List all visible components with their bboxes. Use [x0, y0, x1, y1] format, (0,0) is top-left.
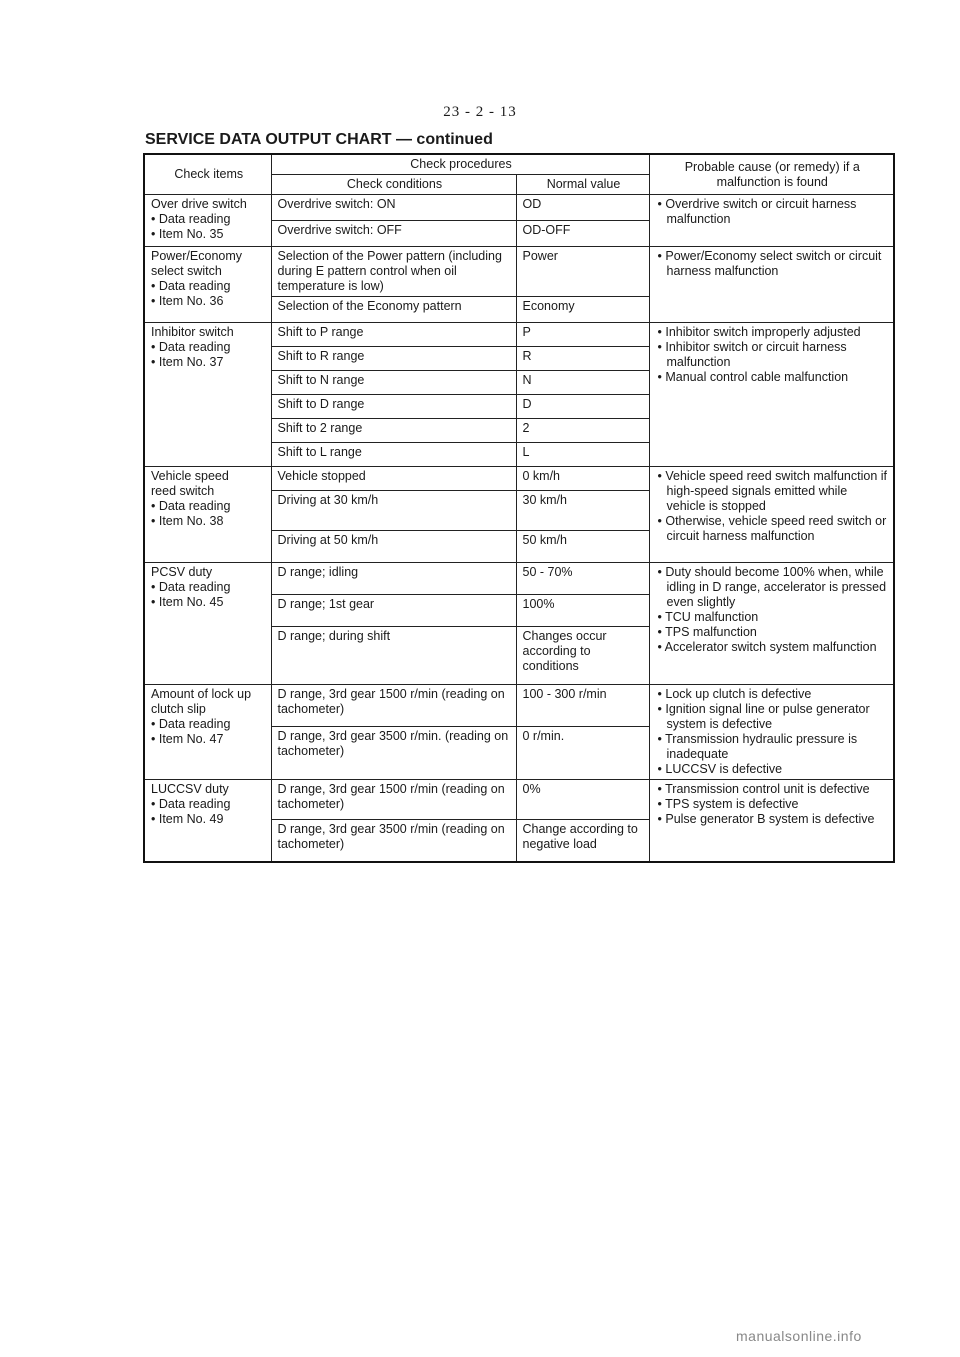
- check-item-line: • Data reading: [151, 797, 231, 811]
- normal-value-cell: 0 r/min.: [516, 727, 649, 780]
- check-condition-cell: Overdrive switch: OFF: [271, 221, 516, 247]
- check-condition-cell: Shift to 2 range: [271, 419, 516, 443]
- probable-cause-cell: [649, 195, 894, 247]
- normal-value-cell: 0%: [516, 780, 649, 820]
- table-row: [144, 563, 894, 595]
- probable-cause-item: • LUCCSV is defective: [657, 762, 783, 776]
- probable-cause-item: • Ignition signal line or pulse generator system is defective: [657, 702, 870, 731]
- header-check-procedures: Check procedures: [271, 154, 649, 175]
- check-condition-cell: Selection of the Economy pattern: [271, 297, 516, 323]
- probable-cause-cell: [649, 323, 894, 467]
- check-item-line: • Data reading: [151, 580, 231, 594]
- check-item-line: • Item No. 35: [151, 227, 224, 241]
- normal-value-cell: R: [516, 347, 649, 371]
- check-item-line: • Data reading: [151, 499, 231, 513]
- check-item-cell: [144, 247, 271, 323]
- probable-cause-item: • TPS system is defective: [657, 797, 799, 811]
- normal-value-cell: Change according to negative load: [516, 820, 649, 862]
- check-item-line: • Data reading: [151, 279, 231, 293]
- check-item-line: • Data reading: [151, 340, 231, 354]
- normal-value-cell: P: [516, 323, 649, 347]
- probable-cause-item: • Vehicle speed reed switch malfunction if high-speed signals emitted while vehicle is stopped: [657, 469, 888, 513]
- check-item-line: LUCCSV duty: [151, 782, 229, 796]
- normal-value-cell: L: [516, 443, 649, 467]
- check-item-line: Vehicle speed: [151, 469, 229, 483]
- probable-cause-item: • Transmission hydraulic pressure is inadequate: [657, 732, 858, 761]
- normal-value-cell: OD-OFF: [516, 221, 649, 247]
- table-body: [144, 195, 894, 862]
- check-item-line: • Item No. 45: [151, 595, 224, 609]
- check-condition-cell: D range; 1st gear: [271, 595, 516, 627]
- normal-value-cell: 50 - 70%: [516, 563, 649, 595]
- normal-value-cell: 100%: [516, 595, 649, 627]
- check-item-line: • Data reading: [151, 717, 231, 731]
- page-number: 23 - 2 - 13: [443, 104, 517, 120]
- check-item-line: • Data reading: [151, 212, 231, 226]
- probable-cause-cell: [649, 685, 894, 780]
- table-row: [144, 247, 894, 297]
- check-condition-cell: Shift to N range: [271, 371, 516, 395]
- normal-value-cell: 50 km/h: [516, 531, 649, 563]
- check-item-line: • Item No. 37: [151, 355, 224, 369]
- probable-cause-item: • Inhibitor switch improperly adjusted: [657, 325, 861, 339]
- probable-cause-item: • Power/Economy select switch or circuit harness malfunction: [657, 249, 882, 278]
- check-condition-cell: D range; idling: [271, 563, 516, 595]
- normal-value-cell: Changes occur according to conditions: [516, 627, 649, 685]
- check-item-cell: [144, 467, 271, 563]
- check-item-line: clutch slip: [151, 702, 206, 716]
- probable-cause-item: • Overdrive switch or circuit harness malfunction: [657, 197, 857, 226]
- probable-cause-cell: [649, 563, 894, 685]
- check-item-cell: [144, 323, 271, 467]
- table-row: [144, 780, 894, 820]
- normal-value-cell: 0 km/h: [516, 467, 649, 491]
- check-condition-cell: Shift to R range: [271, 347, 516, 371]
- check-item-line: Amount of lock up: [151, 687, 252, 701]
- check-condition-cell: D range, 3rd gear 3500 r/min. (reading on tachometer): [271, 727, 516, 780]
- normal-value-cell: N: [516, 371, 649, 395]
- check-item-line: • Item No. 47: [151, 732, 224, 746]
- check-condition-cell: D range, 3rd gear 1500 r/min (reading on tachometer): [271, 685, 516, 727]
- probable-cause-item: • Pulse generator B system is defective: [657, 812, 875, 826]
- check-condition-cell: D range, 3rd gear 1500 r/min (reading on tachometer): [271, 780, 516, 820]
- check-item-line: • Item No. 49: [151, 812, 224, 826]
- normal-value-cell: 2: [516, 419, 649, 443]
- check-condition-cell: D range, 3rd gear 3500 r/min (reading on tachometer): [271, 820, 516, 862]
- check-item-cell: [144, 195, 271, 247]
- check-condition-cell: Driving at 50 km/h: [271, 531, 516, 563]
- probable-cause-item: • Inhibitor switch or circuit harness malfunction: [657, 340, 847, 369]
- check-item-line: • Item No. 36: [151, 294, 224, 308]
- normal-value-cell: OD: [516, 195, 649, 221]
- normal-value-cell: 100 - 300 r/min: [516, 685, 649, 727]
- header-check-conditions: Check conditions: [271, 175, 516, 195]
- probable-cause-item: • Manual control cable malfunction: [657, 370, 849, 384]
- check-condition-cell: Selection of the Power pattern (including during E pattern control when oil temperature is low): [271, 247, 516, 297]
- check-item-line: Inhibitor switch: [151, 325, 234, 339]
- watermark: manualsonline.info: [736, 1328, 862, 1344]
- probable-cause-item: • Accelerator switch system malfunction: [657, 640, 877, 654]
- check-item-line: PCSV duty: [151, 565, 213, 579]
- service-data-output-table: [143, 153, 895, 863]
- header-probable-cause: Probable cause (or remedy) if a malfunction is found: [649, 154, 894, 195]
- table-row: [144, 323, 894, 347]
- probable-cause-item: • Transmission control unit is defective: [657, 782, 870, 796]
- check-item-line: Power/Economy: [151, 249, 243, 263]
- check-item-line: select switch: [151, 264, 222, 278]
- check-condition-cell: Shift to P range: [271, 323, 516, 347]
- check-condition-cell: Vehicle stopped: [271, 467, 516, 491]
- check-condition-cell: Overdrive switch: ON: [271, 195, 516, 221]
- check-condition-cell: D range; during shift: [271, 627, 516, 685]
- check-item-line: reed switch: [151, 484, 215, 498]
- probable-cause-item: • TCU malfunction: [657, 610, 759, 624]
- check-item-cell: [144, 780, 271, 862]
- table-row: [144, 685, 894, 727]
- check-condition-cell: Shift to D range: [271, 395, 516, 419]
- normal-value-cell: 30 km/h: [516, 491, 649, 531]
- check-item-line: Over drive switch: [151, 197, 247, 211]
- check-item-cell: [144, 685, 271, 780]
- page-title: SERVICE DATA OUTPUT CHART — continued: [145, 131, 493, 148]
- check-item-cell: [144, 563, 271, 685]
- normal-value-cell: D: [516, 395, 649, 419]
- check-condition-cell: Shift to L range: [271, 443, 516, 467]
- check-item-line: • Item No. 38: [151, 514, 224, 528]
- probable-cause-item: • Duty should become 100% when, while idling in D range, accelerator is pressed even slightly: [657, 565, 887, 609]
- probable-cause-cell: [649, 780, 894, 862]
- probable-cause-item: • TPS malfunction: [657, 625, 757, 639]
- normal-value-cell: Economy: [516, 297, 649, 323]
- table-row: [144, 195, 894, 221]
- check-condition-cell: Driving at 30 km/h: [271, 491, 516, 531]
- header-row-top: [144, 154, 894, 175]
- table-row: [144, 467, 894, 491]
- probable-cause-item: • Otherwise, vehicle speed reed switch or circuit harness malfunction: [657, 514, 887, 543]
- header-normal-value: Normal value: [516, 175, 649, 195]
- probable-cause-cell: [649, 247, 894, 323]
- normal-value-cell: Power: [516, 247, 649, 297]
- probable-cause-item: • Lock up clutch is defective: [657, 687, 812, 701]
- probable-cause-cell: [649, 467, 894, 563]
- header-check-items: Check items: [144, 154, 271, 195]
